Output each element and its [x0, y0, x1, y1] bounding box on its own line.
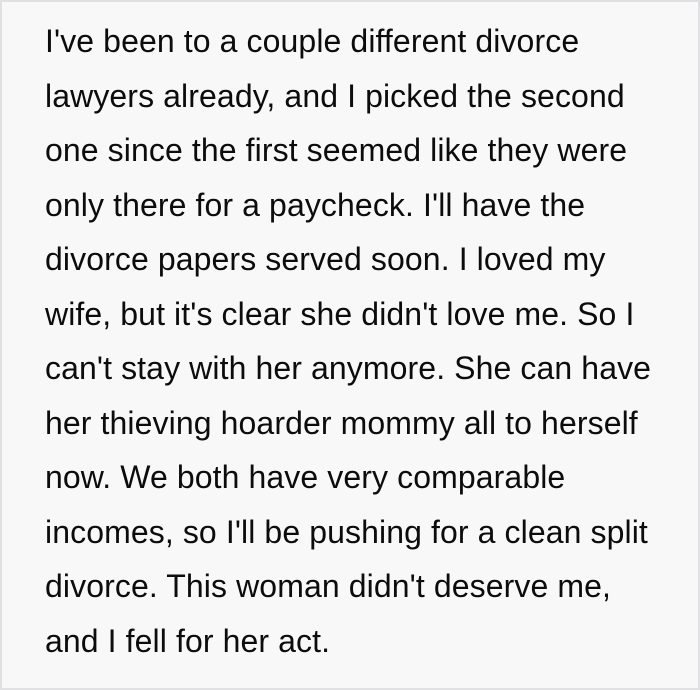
post-body-text: I've been to a couple different divorce lawyers already, and I picked the second one since the first seemed like they were only there for a paycheck. I'll have the divorce papers served soon. I loved my wife, but it's clear she didn't love me. So I can't stay with her anymore. She can have her thieving hoarder mommy all to herself now. We both have very comparable incomes, so I'll be pushing for a clean split divorce. This woman didn't deserve me, and I fell for her act. [45, 23, 652, 659]
